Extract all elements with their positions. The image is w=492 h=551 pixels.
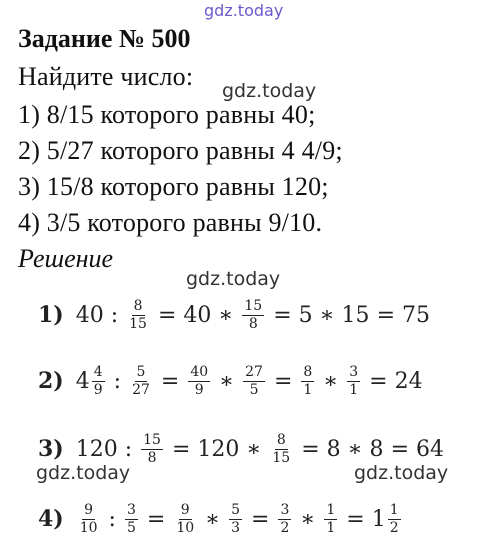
fraction: $\frac{8}{15}$: [129, 297, 147, 332]
math-operator: =: [301, 436, 320, 462]
math-operator: :: [113, 368, 122, 394]
watermark-top: gdz.today: [204, 1, 284, 20]
solution-label: 2): [38, 368, 64, 394]
math-term: 120: [197, 436, 240, 462]
math-term: 5 ∗ 15: [298, 302, 370, 328]
mixed-number: 1 $\frac{1}{2}$: [371, 501, 399, 536]
math-operator: ∗: [219, 368, 235, 394]
math-result: 64: [416, 436, 444, 462]
math-term: 120: [75, 436, 118, 462]
math-operator: :: [108, 506, 116, 532]
fraction: $\frac{1}{1}$: [326, 501, 336, 536]
solution-3: [38, 424, 444, 474]
math-operator: =: [171, 436, 191, 462]
solution-label: 1): [38, 302, 64, 328]
fraction: $\frac{8}{1}$: [303, 363, 313, 398]
math-operator: ∗: [300, 506, 316, 532]
fraction: $\frac{3}{1}$: [349, 363, 359, 398]
math-operator: =: [251, 506, 270, 532]
math-term: 8 ∗ 8: [326, 436, 384, 462]
fraction: $\frac{3}{5}$: [126, 501, 136, 536]
math-operator: =: [376, 302, 395, 328]
solution-2: [38, 356, 423, 406]
solution-label: 4): [38, 506, 64, 532]
task-item-1: 1) 8/15 которого равны 40;: [18, 100, 316, 129]
fraction: $\frac{15}{8}$: [244, 297, 263, 332]
math-operator: ∗: [323, 368, 339, 394]
solution-4: [38, 494, 403, 544]
math-term: 40: [75, 302, 104, 328]
mixed-number: 4 $\frac{4}{9}$: [75, 363, 103, 398]
math-operator: ∗: [205, 506, 221, 532]
task-item-3: 3) 15/8 которого равны 120;: [18, 172, 329, 201]
math-result: 24: [394, 368, 423, 394]
watermark: gdz.today: [36, 462, 131, 484]
fraction: $\frac{27}{5}$: [245, 363, 263, 398]
math-operator: =: [273, 368, 293, 394]
fraction: $\frac{9}{10}$: [79, 501, 98, 536]
task-prompt: Найдите число:: [18, 62, 194, 91]
fraction: $\frac{5}{27}$: [132, 363, 150, 398]
math-operator: =: [369, 368, 388, 394]
task-item-2: 2) 5/27 которого равны 4 4/9;: [18, 136, 343, 165]
math-operator: =: [157, 302, 177, 328]
fraction: $\frac{40}{9}$: [190, 363, 209, 398]
fraction: $\frac{5}{3}$: [231, 501, 241, 536]
fraction: $\frac{3}{2}$: [280, 501, 290, 536]
task-item-4: 4) 3/5 которого равны 9/10.: [18, 208, 323, 237]
math-term: 40: [183, 302, 212, 328]
solution-label: 3): [38, 436, 64, 462]
math-operator: =: [146, 506, 166, 532]
page-title: Задание № 500: [18, 24, 191, 53]
watermark: gdz.today: [354, 462, 449, 484]
math-operator: =: [346, 506, 365, 532]
math-operator: :: [124, 436, 133, 462]
watermark: gdz.today: [186, 268, 281, 290]
fraction: $\frac{15}{8}$: [143, 431, 161, 466]
math-operator: =: [160, 368, 180, 394]
solution-1: [38, 290, 430, 340]
math-operator: =: [273, 302, 292, 328]
math-operator: ∗: [246, 436, 262, 462]
math-operator: :: [110, 302, 119, 328]
solution-heading: Решение: [18, 244, 114, 273]
math-operator: =: [390, 436, 409, 462]
watermark: gdz.today: [222, 80, 317, 102]
math-result: 75: [402, 302, 430, 328]
fraction: $\frac{8}{15}$: [272, 431, 291, 466]
math-operator: ∗: [218, 302, 234, 328]
fraction: $\frac{9}{10}$: [176, 501, 195, 536]
